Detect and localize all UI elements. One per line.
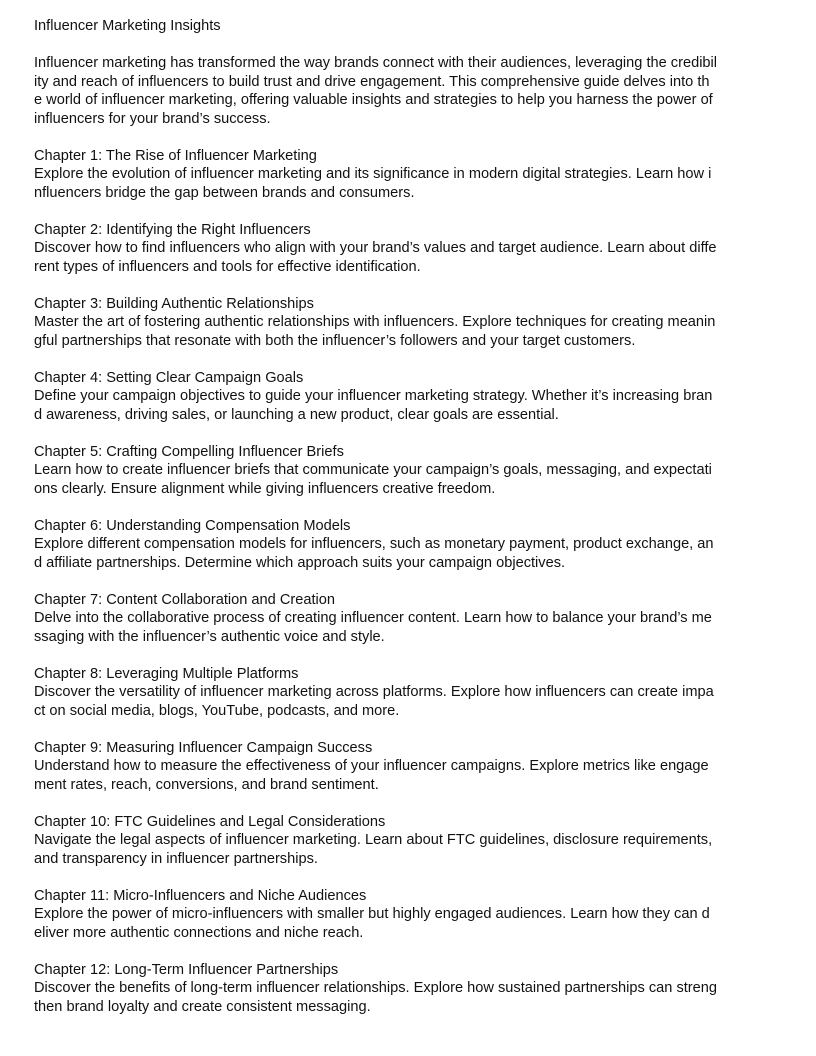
spacer xyxy=(34,36,786,55)
spacer xyxy=(34,350,786,369)
chapter-heading: Chapter 5: Crafting Compelling Influencer Briefs xyxy=(34,443,344,460)
intro-line: Influencer marketing has transformed the way brands connect with their audiences, leveraging the credibil xyxy=(34,55,718,71)
chapter-section xyxy=(34,295,786,351)
chapter-text-line: Master the art of fostering authentic relationships with influencers. Explore techniques for creating meanin xyxy=(34,314,716,330)
chapter-text-line: then brand loyalty and create consistent messaging. xyxy=(34,998,371,1015)
chapter-text-line: ons clearly. Ensure alignment while giving influencers creative freedom. xyxy=(34,480,496,497)
chapter-heading: Chapter 2: Identifying the Right Influencers xyxy=(34,221,311,238)
chapter-section xyxy=(34,813,786,869)
chapter-text-line: ct on social media, blogs, YouTube, podcasts, and more. xyxy=(34,702,400,719)
chapter-text-line: rent types of influencers and tools for effective identification. xyxy=(34,258,421,275)
chapter-text-line: Discover the versatility of influencer marketing across platforms. Explore how influencers can create impa xyxy=(34,684,714,700)
chapter-text-line: Learn how to create influencer briefs that communicate your campaign’s goals, messaging, and expectati xyxy=(34,462,712,478)
chapter-text-line: gful partnerships that resonate with both the influencer’s followers and your target customers. xyxy=(34,332,636,349)
chapter-text-line: Delve into the collaborative process of creating influencer content. Learn how to balance your brand’s me xyxy=(34,610,712,626)
chapter-heading: Chapter 12: Long-Term Influencer Partnerships xyxy=(34,961,339,978)
chapter-text-line: Discover how to find influencers who align with your brand’s values and target audience. Learn about diffe xyxy=(34,240,717,256)
spacer xyxy=(34,794,786,813)
chapter-section xyxy=(34,517,786,573)
chapter-text-line: Understand how to measure the effectiveness of your influencer campaigns. Explore metrics like engage xyxy=(34,758,709,774)
chapter-heading: Chapter 10: FTC Guidelines and Legal Considerations xyxy=(34,813,386,830)
spacer xyxy=(34,868,786,887)
chapter-heading: Chapter 7: Content Collaboration and Creation xyxy=(34,591,335,608)
spacer xyxy=(34,572,786,591)
chapter-text-line: Navigate the legal aspects of influencer marketing. Learn about FTC guidelines, disclosure requirements, xyxy=(34,832,713,848)
chapter-section xyxy=(34,443,786,499)
document-title: Influencer Marketing Insights xyxy=(34,18,221,34)
spacer xyxy=(34,128,786,147)
spacer xyxy=(34,942,786,961)
chapter-section xyxy=(34,221,786,277)
chapter-section xyxy=(34,665,786,721)
chapter-text-line: and transparency in influencer partnerships. xyxy=(34,850,318,867)
chapter-heading: Chapter 11: Micro-Influencers and Niche Audiences xyxy=(34,887,367,904)
chapter-heading: Chapter 9: Measuring Influencer Campaign Success xyxy=(34,739,373,756)
spacer xyxy=(34,276,786,295)
chapter-text-line: eliver more authentic connections and niche reach. xyxy=(34,924,364,941)
chapter-text-line: Explore the power of micro-influencers with smaller but highly engaged audiences. Learn how they can d xyxy=(34,906,710,922)
chapter-text-line: ssaging with the influencer’s authentic voice and style. xyxy=(34,628,385,645)
chapter-text-line: d affiliate partnerships. Determine which approach suits your campaign objectives. xyxy=(34,554,566,571)
chapter-heading: Chapter 1: The Rise of Influencer Marketing xyxy=(34,147,317,164)
chapter-section xyxy=(34,739,786,795)
chapter-text-line: nfluencers bridge the gap between brands and consumers. xyxy=(34,184,415,201)
chapter-text-line: Discover the benefits of long-term influencer relationships. Explore how sustained partnerships can streng xyxy=(34,980,718,996)
chapter-section xyxy=(34,591,786,647)
intro-line: e world of influencer marketing, offering valuable insights and strategies to help you harness the power of xyxy=(34,92,713,108)
chapter-section xyxy=(34,369,786,425)
chapter-text-line: Explore the evolution of influencer marketing and its significance in modern digital strategies. Learn how i xyxy=(34,166,712,182)
spacer xyxy=(34,646,786,665)
chapter-heading: Chapter 4: Setting Clear Campaign Goals xyxy=(34,369,304,386)
spacer xyxy=(34,202,786,221)
chapter-heading: Chapter 6: Understanding Compensation Models xyxy=(34,517,351,534)
intro-paragraph xyxy=(34,54,786,128)
document-page xyxy=(34,17,786,1016)
chapter-section xyxy=(34,961,786,1017)
spacer xyxy=(34,498,786,517)
chapter-section xyxy=(34,147,786,203)
chapter-section xyxy=(34,887,786,943)
spacer xyxy=(34,720,786,739)
chapter-text-line: ment rates, reach, conversions, and brand sentiment. xyxy=(34,776,379,793)
chapter-text-line: Define your campaign objectives to guide your influencer marketing strategy. Whether it’s increasing bran xyxy=(34,388,713,404)
chapter-heading: Chapter 8: Leveraging Multiple Platforms xyxy=(34,665,299,682)
chapter-text-line: Explore different compensation models for influencers, such as monetary payment, product exchange, an xyxy=(34,536,714,552)
spacer xyxy=(34,424,786,443)
intro-line: ity and reach of influencers to build trust and drive engagement. This comprehensive guide delves into th xyxy=(34,73,710,90)
chapter-text-line: d awareness, driving sales, or launching a new product, clear goals are essential. xyxy=(34,406,559,423)
chapter-heading: Chapter 3: Building Authentic Relationships xyxy=(34,295,314,312)
intro-line: influencers for your brand’s success. xyxy=(34,110,271,127)
